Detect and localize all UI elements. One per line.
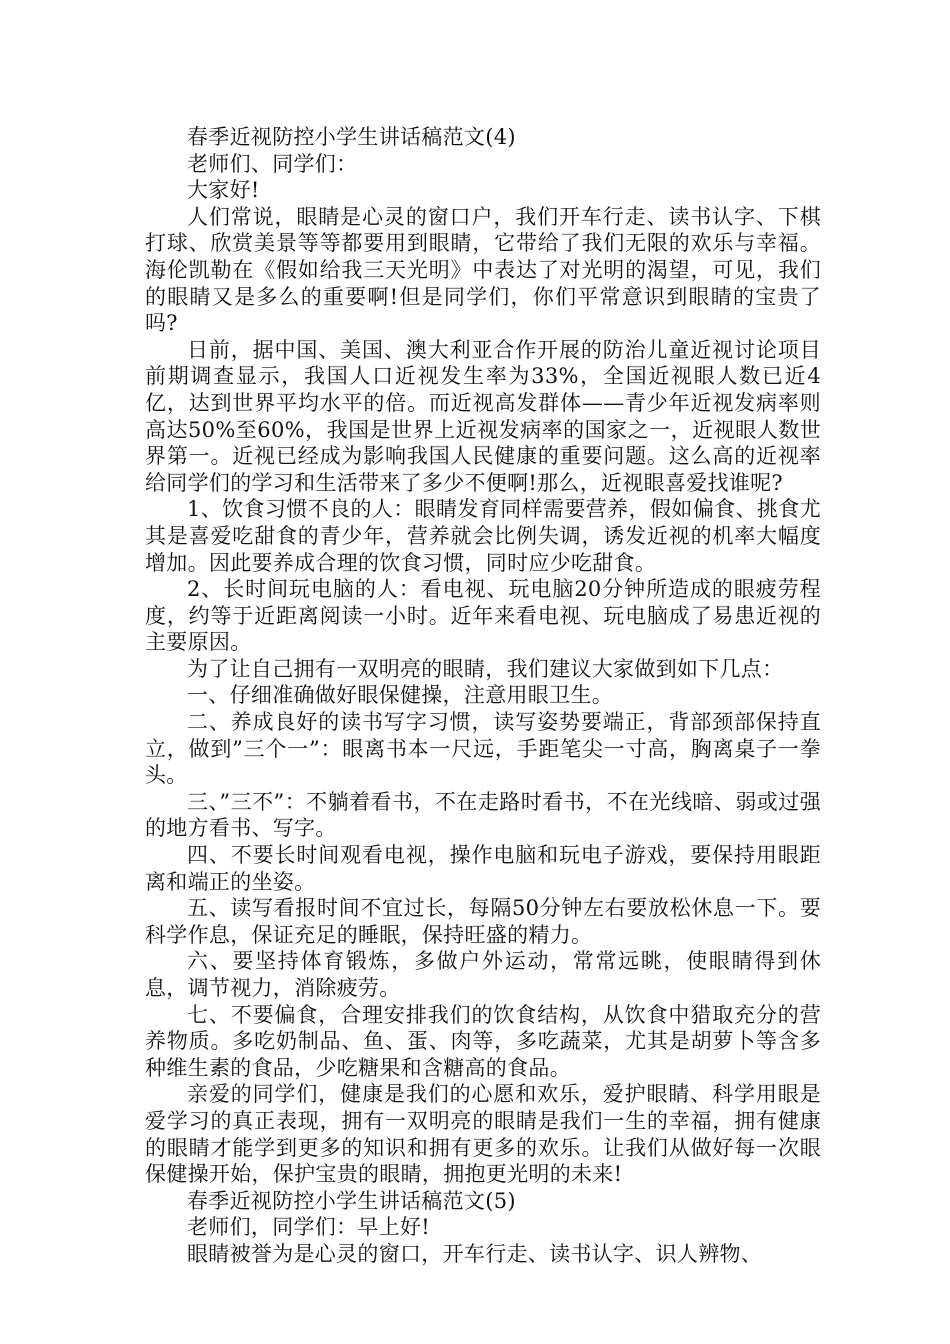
document-page xyxy=(145,124,821,1268)
paragraph: 为了让自己拥有一双明亮的眼睛，我们建议大家做到如下几点： xyxy=(187,656,784,681)
list-item: 四、不要长时间观看电视，操作电脑和玩电子游戏，要保持用眼距离和端正的坐姿。 xyxy=(145,843,821,894)
paragraph: 眼睛被誉为是心灵的窗口，开车行走、读书认字、识人辨物、 xyxy=(187,1241,763,1266)
paragraph: 人们常说，眼睛是心灵的窗口户，我们开车行走、读书认字、下棋打球、欣赏美景等等都要用到眼睛，它带给了我们无限的欢乐与幸福。海伦凯勒在《假如给我三天光明》中表达了对光明的渴望，可见，我们的眼睛又是多么的重要啊!但是同学们，你们平常意识到眼睛的宝贵了吗? xyxy=(145,204,821,336)
list-item: 2、长时间玩电脑的人：看电视、玩电脑20分钟所造成的眼疲劳程度，约等于近距离阅读一小时。近年来看电视、玩电脑成了易患近视的主要原因。 xyxy=(145,577,821,655)
list-item: 三、”三不”：不躺着看书，不在走路时看书，不在光线暗、弱或过强的地方看书、写字。 xyxy=(145,789,821,841)
section-title: 春季近视防控小学生讲话稿范文(5) xyxy=(187,1188,516,1213)
list-item: 二、养成良好的读书写字习惯，读写姿势要端正，背部颈部保持直立，做到”三个一”：眼离书本一尺远，手距笔尖一寸高，胸离桌子一拳头。 xyxy=(145,710,821,788)
greeting: 大家好! xyxy=(187,178,260,203)
list-item: 一、仔细准确做好眼保健操，注意用眼卫生。 xyxy=(187,683,613,708)
list-item: 五、读写看报时间不宜过长，每隔50分钟左右要放松休息一下。要科学作息，保证充足的睡眠，保持旺盛的精力。 xyxy=(145,896,821,947)
salutation: 老师们、同学们： xyxy=(187,151,358,176)
paragraph: 日前，据中国、美国、澳大利亚合作开展的防治儿童近视讨论项目前期调查显示，我国人口近视发生率为33%，全国近视眼人数已近4亿，达到世界平均水平的倍。而近视高发群体——青少年近视发病率则高达50%至60%，我国是世界上近视发病率的国家之一，近视眼人数世界第一。近视已经成为影响我国人民健康的重要问题。这么高的近视率给同学们的学习和生活带来了多少不便啊!那么，近视眼喜爱找谁呢? xyxy=(145,337,821,495)
section-title: 春季近视防控小学生讲话稿范文(4) xyxy=(187,125,516,149)
salutation: 老师们，同学们：早上好! xyxy=(187,1215,431,1240)
paragraph: 亲爱的同学们，健康是我们的心愿和欢乐，爱护眼睛、科学用眼是爱学习的真正表现，拥有一双明亮的眼睛是我们一生的幸福，拥有健康的眼睛才能学到更多的知识和拥有更多的欢乐。让我们从做好每一次眼保健操开始，保护宝贵的眼睛，拥抱更光明的未来! xyxy=(145,1082,821,1187)
list-item: 1、饮食习惯不良的人：眼睛发育同样需要营养，假如偏食、挑食尤其是喜爱吃甜食的青少年，营养就会比例失调，诱发近视的机率大幅度增加。因此要养成合理的饮食习惯，同时应少吃甜食。 xyxy=(145,497,821,575)
list-item: 六、要坚持体育锻炼，多做户外运动，常常远眺，使眼睛得到休息，调节视力，消除疲劳。 xyxy=(145,949,821,1000)
list-item: 七、不要偏食，合理安排我们的饮食结构，从饮食中猎取充分的营养物质。多吃奶制品、鱼、蛋、肉等，多吃蔬菜，尤其是胡萝卜等含多种维生素的食品，少吃糖果和含糖高的食品。 xyxy=(145,1002,821,1080)
